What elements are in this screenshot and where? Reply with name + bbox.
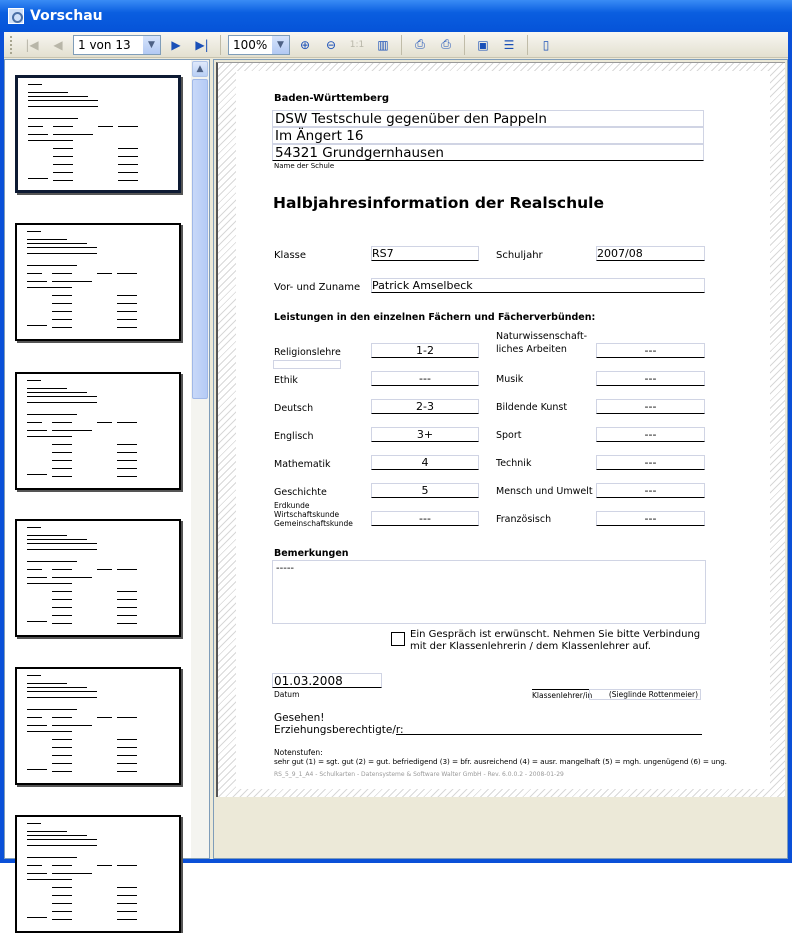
page-thumbnail[interactable] (15, 519, 181, 637)
first-page-icon[interactable]: |◀ (25, 37, 39, 52)
thumbnail-line (118, 172, 138, 173)
thumbnail-line (53, 156, 73, 157)
grades-legend-title: Notenstufen: (274, 748, 323, 757)
print-icon[interactable]: ⎙ (415, 37, 425, 51)
toolbar-separator (220, 35, 221, 55)
thumbnail-line (52, 591, 72, 592)
toolbar-separator (527, 35, 528, 55)
thumbnail-line (53, 164, 73, 165)
thumbnail-line (27, 527, 41, 528)
thumbnail-line (27, 539, 87, 540)
thumbnail-line (27, 845, 97, 846)
thumbnail-scrollbar[interactable] (191, 60, 209, 858)
thumbnail-line (52, 865, 72, 866)
remarks-label: Bemerkungen (274, 548, 349, 559)
talk-checkbox-text: Ein Gespräch ist erwünscht. Nehmen Sie bitte Verbindung mit der Klassenlehrerin / dem Klassenlehrer auf. (410, 629, 701, 652)
talk-checkbox (391, 632, 405, 646)
subject-grade: --- (596, 511, 705, 526)
thumbnail-line (117, 468, 137, 469)
thumbnail-line (53, 172, 73, 173)
thumbnail-line (27, 697, 97, 698)
toolbar-separator (464, 35, 465, 55)
thumbnail-line (52, 273, 72, 274)
thumbnail-line (28, 92, 68, 93)
thumbnail-line (52, 444, 72, 445)
thumbnail-line (27, 865, 42, 866)
thumbnail-line (52, 895, 72, 896)
thumbnail-line (118, 156, 138, 157)
thumbnail-line (117, 444, 137, 445)
thumbnail-line (52, 763, 72, 764)
subject-label: Deutsch (274, 403, 314, 414)
thumbnail-line (52, 468, 72, 469)
subject-label: Musik (496, 374, 524, 385)
thumbnail-line (117, 452, 137, 453)
thumbnail-line (117, 739, 137, 740)
thumbnail-line (97, 717, 112, 718)
thumbnail-line (52, 739, 72, 740)
thumbnail-line (117, 273, 137, 274)
page-thumbnail[interactable] (15, 372, 181, 490)
subject-grade: 2-3 (371, 399, 479, 414)
thumbnail-line (27, 687, 87, 688)
subject-label: Religionslehre (274, 347, 341, 358)
thumbnail-line (27, 561, 77, 562)
thumbnail-line (117, 771, 137, 772)
next-page-icon[interactable]: ▶ (171, 37, 181, 52)
print-dialog-icon[interactable]: ⎙ (441, 37, 451, 51)
thumbnail-line (27, 430, 47, 431)
thumbnail-line (52, 623, 72, 624)
chevron-down-icon[interactable]: ▼ (272, 36, 289, 54)
zoom-select[interactable] (228, 35, 290, 55)
chevron-down-icon[interactable]: ▼ (143, 36, 160, 54)
thumbnail-line (27, 253, 97, 254)
thumbnail-line (52, 607, 72, 608)
thumbnail-line (117, 327, 137, 328)
thumbnail-line (52, 911, 72, 912)
thumbnail-line (52, 887, 72, 888)
date-field: 01.03.2008 (272, 673, 382, 688)
thumbnail-line (27, 691, 97, 692)
school-street: Im Ängert 16 (272, 127, 704, 144)
thumbnail-line (52, 717, 72, 718)
scrollbar-thumb[interactable] (192, 79, 208, 399)
thumbnail-line (27, 474, 47, 475)
subject-grade: --- (596, 399, 705, 414)
thumbnail-line (27, 543, 97, 544)
thumbnail-line (117, 311, 137, 312)
thumbnail-line (97, 273, 112, 274)
thumbnail-line (52, 452, 72, 453)
subject-label: Mathematik (274, 459, 331, 470)
thumbnail-line (52, 577, 92, 578)
thumbnail-line (27, 839, 97, 840)
actual-size-icon[interactable]: 1:1 (349, 39, 365, 50)
subject-label: Englisch (274, 431, 314, 442)
subject-grade: --- (596, 343, 705, 358)
thumbnail-line (27, 247, 97, 248)
thumbnail-line (118, 126, 138, 127)
thumbnail-line (52, 295, 72, 296)
thumbnail-line (52, 422, 72, 423)
thumbnail-line (28, 134, 48, 135)
thumbnail-line (52, 755, 72, 756)
page-thumbnail[interactable] (15, 815, 181, 933)
thumbnail-line (117, 865, 137, 866)
zoom-out-icon[interactable]: ⊖ (325, 37, 337, 52)
name-field: Patrick Amselbeck (371, 278, 705, 293)
subject-label: Bildende Kunst (496, 402, 568, 413)
toolbar-separator (401, 35, 402, 55)
zoom-in-icon[interactable]: ⊕ (299, 37, 311, 52)
thumbnail-line (97, 569, 112, 570)
document-title: Halbjahresinformation der Realschule (273, 194, 605, 212)
thumbnail-line (27, 621, 47, 622)
thumbnail-line (27, 831, 67, 832)
thumbnail-line (117, 599, 137, 600)
thumbnail-line (27, 675, 41, 676)
thumbnail-line (27, 273, 42, 274)
thumbnail-line (27, 879, 72, 880)
thumbnail-line (118, 148, 138, 149)
thumbnail-line (27, 725, 47, 726)
thumbnail-line (117, 569, 137, 570)
school-city: 54321 Grundgernhausen (272, 144, 704, 161)
klasse-field: RS7 (371, 246, 479, 261)
window-title: Vorschau (30, 8, 103, 24)
thumbnail-line (117, 895, 137, 896)
thumbnail-line (27, 823, 41, 824)
name-label: Vor- und Zuname (274, 282, 361, 293)
subject-grade: 5 (371, 483, 479, 498)
document-footer: RS_5_9_1_A4 - Schulkarten - Datensysteme & Software Walter GmbH - Rev. 6.0.0.2 - 2008-01-29 (274, 771, 564, 778)
page-select-value: 1 von 13 (78, 37, 131, 52)
thumbnail-line (27, 769, 47, 770)
thumbnail-line (52, 873, 92, 874)
subject-label: Erdkunde Wirtschaftskunde Gemeinschaftskunde (274, 501, 353, 528)
subject-grade: --- (596, 427, 705, 442)
state-label: Baden-Württemberg (274, 93, 390, 104)
guardian-signature-line (396, 734, 702, 735)
thumbnail-line (117, 615, 137, 616)
thumbnail-line (52, 919, 72, 920)
thumbnail-line (52, 430, 92, 431)
document-page (236, 71, 770, 789)
thumbnail-line (27, 325, 47, 326)
thumbnail-line (117, 295, 137, 296)
thumbnail-line (117, 422, 137, 423)
schuljahr-label: Schuljahr (496, 250, 543, 261)
thumbnail-line (27, 535, 67, 536)
subject-label: Sport (496, 430, 522, 441)
thumbnail-line (28, 106, 98, 107)
thumbnail-line (28, 126, 43, 127)
thumbnail-line (27, 835, 87, 836)
thumbnail-line (117, 717, 137, 718)
thumbnail-line (117, 887, 137, 888)
thumbnail-line (117, 319, 137, 320)
scroll-up-icon[interactable]: ▲ (192, 61, 208, 77)
thumbnail-line (27, 683, 67, 684)
thumbnail-line (27, 873, 47, 874)
subject-label: Naturwissenschaft- liches Arbeiten (496, 331, 588, 355)
subject-grade: --- (596, 483, 705, 498)
teacher-name: (Sieglinde Rottenmeier) (589, 689, 701, 700)
thumbnail-line (27, 436, 72, 437)
thumbnail-line (117, 763, 137, 764)
thumbnail-line (27, 549, 97, 550)
thumbnail-line (52, 460, 72, 461)
thumbnail-line (27, 388, 67, 389)
subject-label: Geschichte (274, 487, 327, 498)
thumbnail-line (117, 919, 137, 920)
thumbnail-line (117, 591, 137, 592)
thumbnail-line (28, 96, 88, 97)
subject-grade: 1-2 (371, 343, 479, 358)
page-select[interactable] (73, 35, 161, 55)
thumbnail-line (27, 569, 42, 570)
subject-grade: --- (371, 371, 479, 386)
page-frame (216, 62, 785, 797)
export-icon[interactable]: ☰ (503, 37, 515, 52)
thumbnail-line (28, 118, 78, 119)
school-caption: Name der Schule (274, 162, 335, 168)
thumbnail-line (27, 731, 72, 732)
thumbnail-line (27, 917, 47, 918)
zoom-select-value: 100% (233, 37, 268, 52)
thumbnail-line (118, 164, 138, 165)
thumbnail-line (117, 476, 137, 477)
seen-label: Gesehen! Erziehungsberechtigte/r: (274, 712, 404, 736)
last-page-icon[interactable]: ▶| (195, 37, 209, 52)
subject-grade: 4 (371, 455, 479, 470)
thumbnail-line (27, 422, 42, 423)
previous-page-icon[interactable]: ◀ (53, 37, 63, 52)
thumbnail-line (52, 327, 72, 328)
preview-area (213, 59, 788, 859)
thumbnail-panel (4, 59, 210, 859)
page-thumbnail[interactable] (15, 75, 181, 193)
thumbnail-line (27, 577, 47, 578)
thumbnail-line (117, 903, 137, 904)
thumbnail-line (117, 623, 137, 624)
thumbnail-line (52, 476, 72, 477)
thumbnail-line (53, 148, 73, 149)
thumbnail-line (98, 126, 113, 127)
subject-label: Technik (496, 458, 532, 469)
subject-label: Ethik (274, 375, 298, 386)
thumbnail-line (52, 725, 92, 726)
subject-grade: --- (596, 371, 705, 386)
thumbnail-line (52, 903, 72, 904)
thumbnail-line (118, 180, 138, 181)
title-bar (0, 0, 792, 32)
thumbnail-line (27, 709, 77, 710)
thumbnail-line (117, 303, 137, 304)
thumbnail-line (53, 126, 73, 127)
thumbnail-line (27, 414, 77, 415)
thumbnail-line (53, 180, 73, 181)
thumbnail-line (27, 857, 77, 858)
klasse-label: Klasse (274, 250, 307, 261)
thumbnail-line (27, 265, 77, 266)
subject-grade: 3+ (371, 427, 479, 442)
thumbnail-line (52, 569, 72, 570)
thumbnail-line (28, 140, 73, 141)
thumbnail-line (27, 717, 42, 718)
thumbnail-line (117, 747, 137, 748)
thumbnail-line (52, 771, 72, 772)
subject-label: Französisch (496, 514, 552, 525)
remarks-field: ----- (272, 560, 706, 624)
thumbnail-line (52, 599, 72, 600)
subjects-heading: Leistungen in den einzelnen Fächern und Fächerverbünden: (274, 312, 596, 323)
thumbnail-line (28, 100, 98, 101)
thumbnail-line (28, 84, 42, 85)
thumbnail-line (117, 460, 137, 461)
thumbnail-line (97, 422, 112, 423)
page-setup-icon[interactable]: ▥ (377, 37, 389, 52)
thumbnail-line (52, 747, 72, 748)
thumbnail-line (52, 319, 72, 320)
thumbnail-line (27, 392, 87, 393)
preview-app-icon (8, 8, 24, 24)
school-name: DSW Testschule gegenüber den Pappeln (272, 110, 704, 127)
date-label: Datum (274, 690, 300, 699)
save-icon[interactable]: ▣ (477, 37, 489, 52)
thumbnail-line (27, 380, 41, 381)
grades-legend: sehr gut (1) = sgt. gut (2) = gut. befriedigend (3) = bfr. ausreichend (4) = ausr. mangelhaft (5) = mgh. ungenügend (6) = ung. (274, 757, 727, 766)
thumbnail-line (27, 243, 87, 244)
page-thumbnail[interactable] (15, 223, 181, 341)
thumbnail-line (28, 178, 48, 179)
exit-icon[interactable]: ▯ (542, 37, 550, 52)
schuljahr-field: 2007/08 (596, 246, 705, 261)
teacher-label: Klassenlehrer/in (532, 691, 593, 700)
thumbnail-line (27, 396, 97, 397)
toolbar-grip[interactable] (10, 36, 13, 54)
thumbnail-line (117, 607, 137, 608)
thumbnail-line (27, 583, 72, 584)
thumbnail-line (52, 615, 72, 616)
page-thumbnail[interactable] (15, 667, 181, 785)
thumbnail-line (52, 303, 72, 304)
thumbnail-line (27, 287, 72, 288)
subject-label: Mensch und Umwelt (496, 486, 593, 497)
subject-grade: --- (596, 455, 705, 470)
subject-grade: --- (371, 511, 479, 526)
thumbnail-line (117, 911, 137, 912)
thumbnail-line (27, 281, 47, 282)
thumbnail-line (27, 231, 41, 232)
thumbnail-line (117, 755, 137, 756)
thumbnail-line (53, 134, 93, 135)
thumbnail-line (52, 281, 92, 282)
thumbnail-line (97, 865, 112, 866)
toolbar (4, 32, 788, 58)
religion-subfield (273, 360, 341, 369)
thumbnail-line (27, 239, 67, 240)
thumbnail-line (52, 311, 72, 312)
thumbnail-line (27, 402, 97, 403)
